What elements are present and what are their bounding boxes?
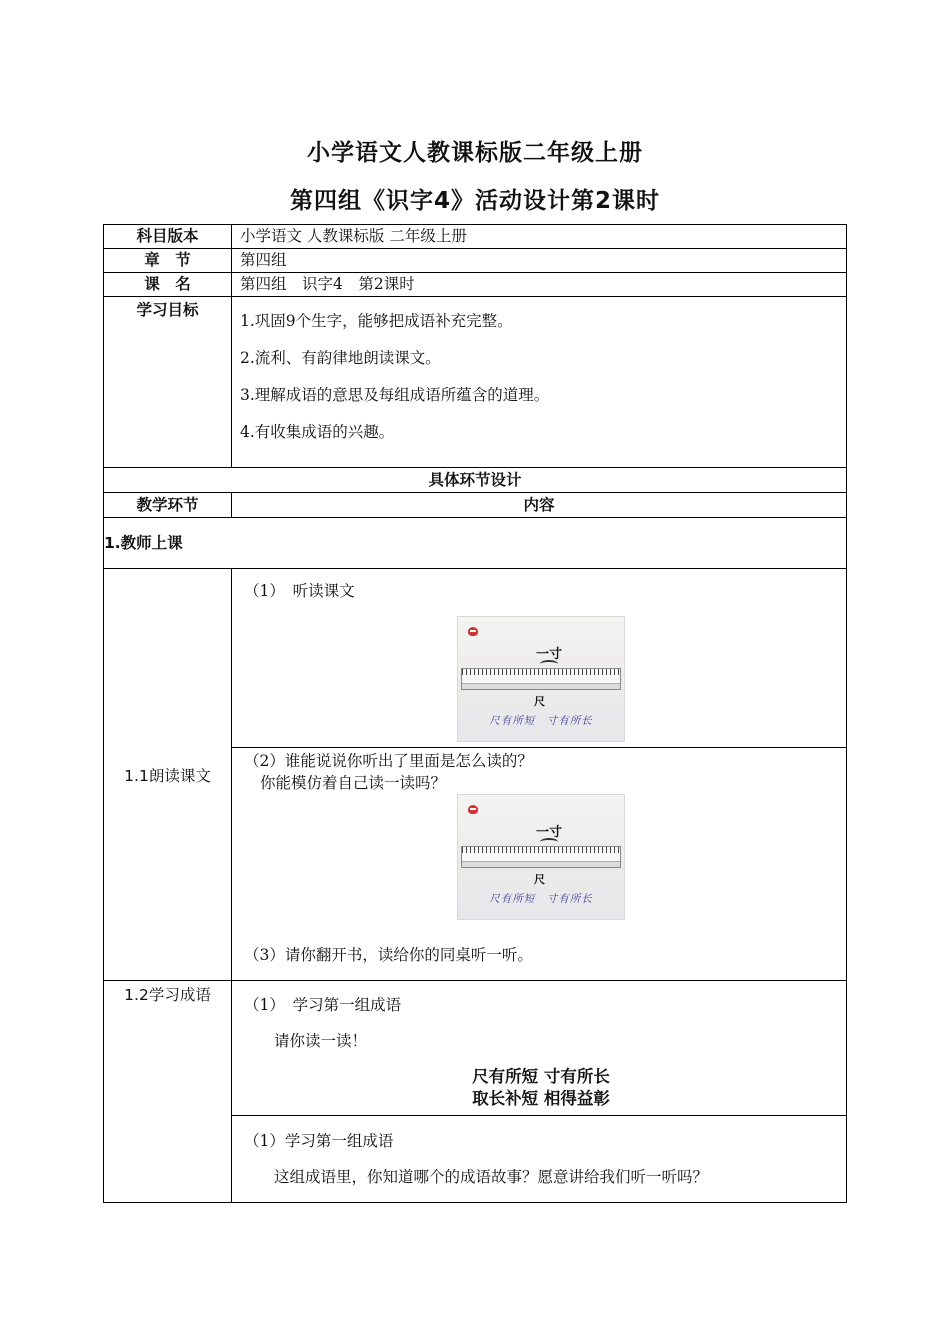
reading-step3: （3）请你翻开书，读给你的同桌听一听。 [244,946,533,964]
reading-step2-line2: 你能模仿着自己读一读吗？ [260,774,447,792]
goals-list [232,297,847,468]
idioms-row-a [104,981,847,1116]
reading-step1-cell [232,569,847,748]
section-title: 1.教师上课 [104,518,847,569]
goal-item: 2.流利、有韵律地朗读课文。 [240,349,441,367]
goal-item: 1.巩固9个生字，能够把成语补充完整。 [240,312,513,330]
subject-label: 科目版本 [104,225,232,249]
design-header: 具体环节设计 [104,468,847,493]
idioms-stage-label: 1.2学习成语 [104,981,232,1203]
section-row [104,518,847,569]
slide-bottom-text: 尺 [534,873,545,886]
lesson-label: 课 名 [104,273,232,297]
reading-step2-cell [232,748,847,981]
slide-bottom-text: 尺 [534,695,545,708]
lesson-slide-image [457,616,625,742]
column-header-row [104,493,847,518]
idioms-step1: （1） 学习第一组成语 [244,996,402,1014]
brace-icon [540,838,558,846]
goal-item: 3.理解成语的意思及每组成语所蕴含的道理。 [240,386,550,404]
brace-icon [540,660,558,668]
goals-row [104,297,847,468]
ruler-icon [461,846,621,868]
idioms-step2-cell [232,1116,847,1203]
idioms-prompt: 请你读一读！ [274,1032,368,1050]
document-subtitle: 第四组《识字4》活动设计第2课时 [289,188,660,214]
design-header-row [104,468,847,493]
subject-value: 小学语文 人教课标版 二年级上册 [232,225,847,249]
idiom-line: 尺有所短 寸有所长 [472,1067,610,1086]
content-column-header: 内容 [232,493,847,518]
slide-logo-icon [468,627,478,636]
lesson-slide-image [457,794,625,920]
slide-top-text: 一寸 [536,825,563,840]
goal-item: 4.有收集成语的兴趣。 [240,423,395,441]
ruler-icon [461,668,621,690]
document-title: 小学语文人教课标版二年级上册 [307,140,643,166]
subject-row [104,225,847,249]
reading-step2-line1: （2）谁能说说你听出了里面是怎么读的？ [244,752,533,770]
lesson-row [104,273,847,297]
slide-logo-icon [468,805,478,814]
slide-top-text: 一寸 [536,647,563,662]
idioms-step1-cell [232,981,847,1116]
reading-stage-label: 1.1朗读课文 [104,569,232,981]
idioms-step2: （1）学习第一组成语 [244,1132,394,1150]
slide-caption: 尺有所短 寸有所长 [489,715,593,727]
chapter-value: 第四组 [232,249,847,273]
slide-caption: 尺有所短 寸有所长 [489,893,593,905]
chapter-row [104,249,847,273]
idiom-line: 取长补短 相得益彰 [472,1089,610,1108]
goals-label: 学习目标 [104,297,232,468]
reading-step1: （1） 听读课文 [244,582,355,600]
idioms-question: 这组成语里，你知道哪个的成语故事？愿意讲给我们听一听吗？ [274,1168,709,1186]
chapter-label: 章 节 [104,249,232,273]
lesson-plan-table [103,224,847,1203]
reading-row-a [104,569,847,748]
stage-column-header: 教学环节 [104,493,232,518]
lesson-value: 第四组 识字4 第2课时 [232,273,847,297]
